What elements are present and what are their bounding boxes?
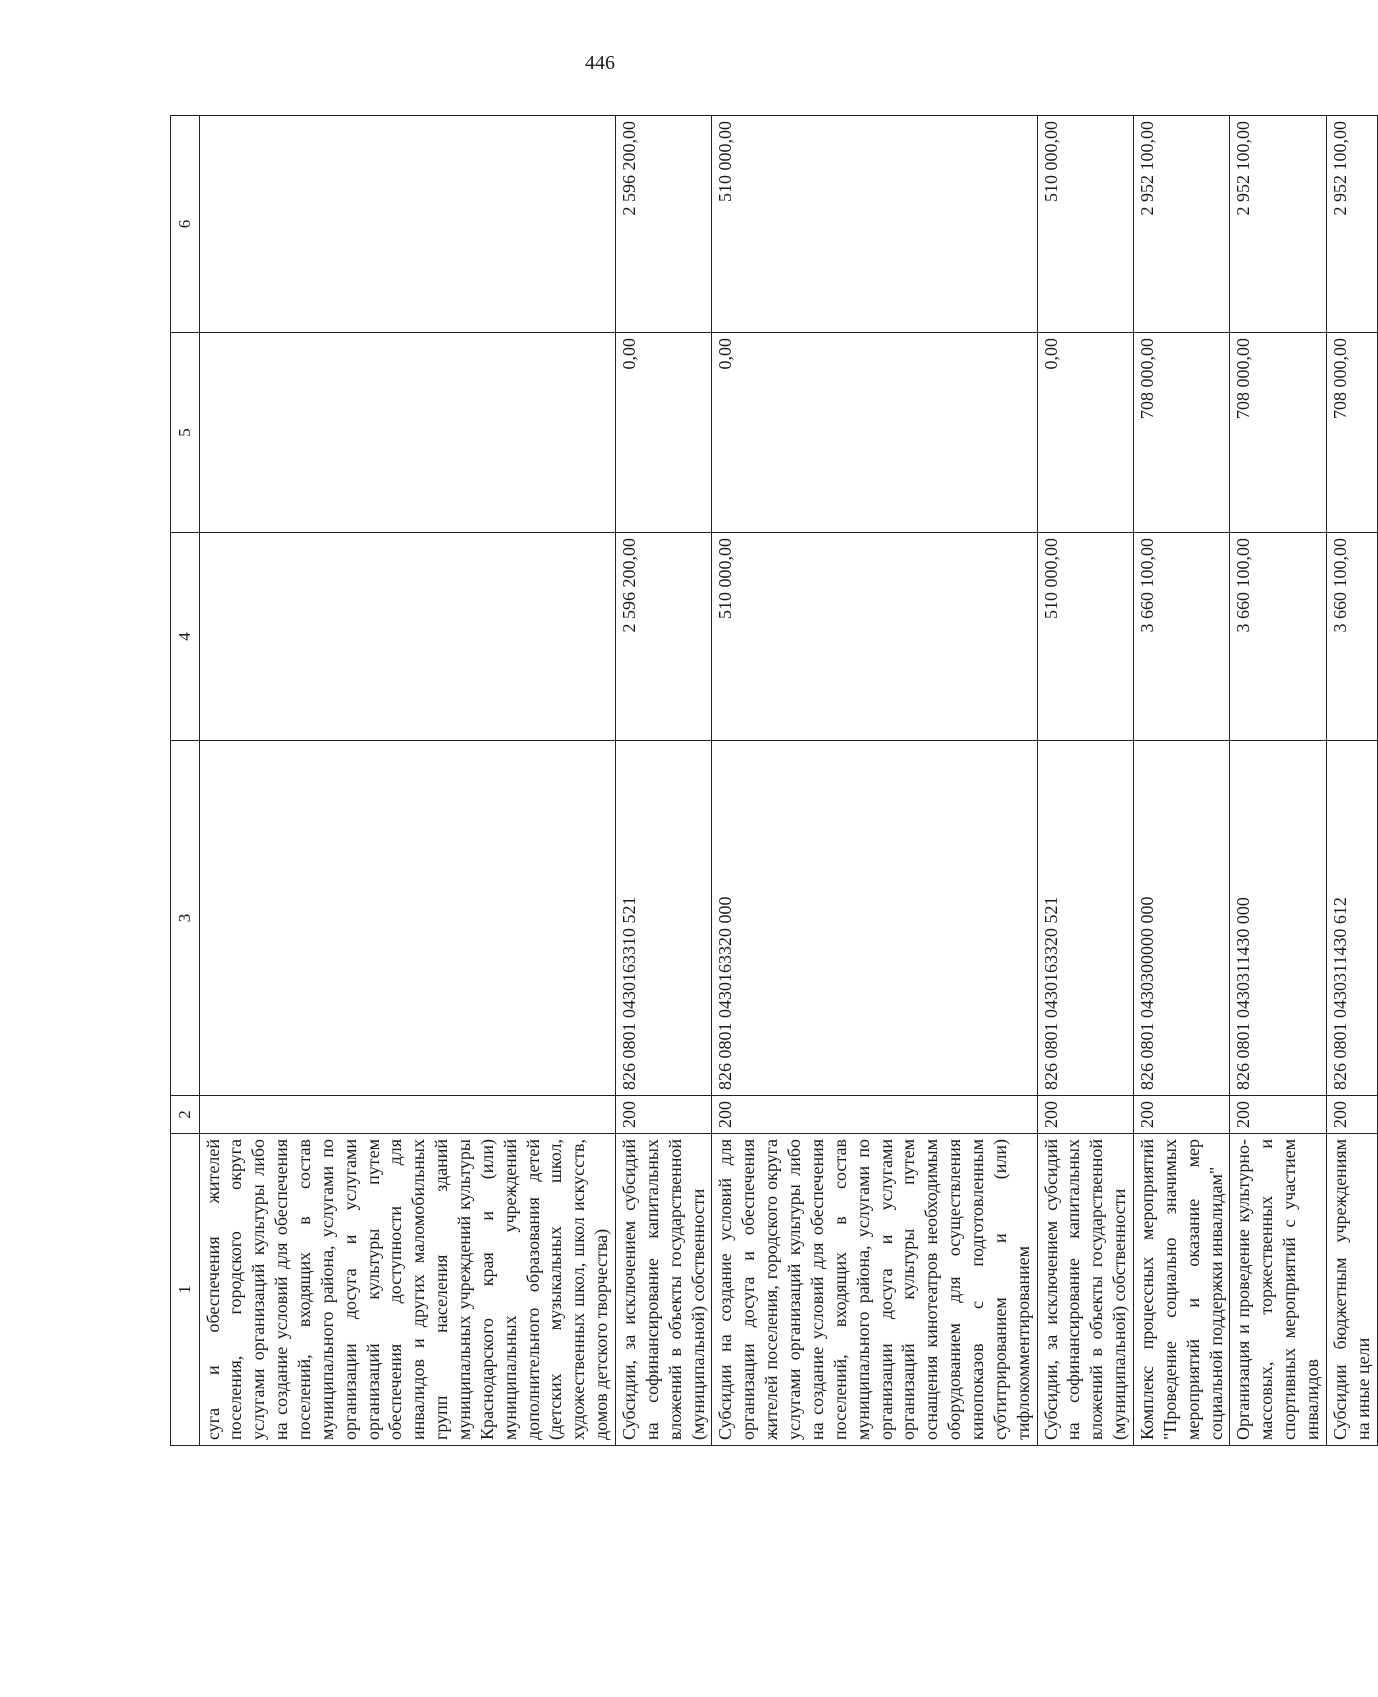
row-amount-col4: 510 000,00 xyxy=(712,533,1037,741)
row-classification-code: 826 0801 0430163310 521 xyxy=(616,741,712,1096)
row-amount-col4: 3 660 100,00 xyxy=(1326,533,1377,741)
row-admin-code: 200 xyxy=(1326,1096,1377,1134)
table-row xyxy=(1037,116,1133,1446)
row-description: Субсидии, за исключением субсидий на софинансирование капитальных вложений в объекты государственной (муниципальной) собственности xyxy=(1037,1134,1133,1446)
table-row xyxy=(1326,116,1377,1446)
table-row xyxy=(199,116,615,1446)
row-admin-code: 200 xyxy=(616,1096,712,1134)
row-description: Субсидии на создание условий для организации досуга и обеспечения жителей поселения, городского округа услугами организаций культуры либо на создание условий для обеспечения поселений, входящих в состав муниципального района, услугами по организации досуга и услугами организаций культуры путем оснащения кинотеатров необходимым оборудованием для осуществления кинопоказов с подготовленным субтитрированием и (или) тифлокомментированием xyxy=(712,1134,1037,1446)
row-classification-code: 826 0801 0430300000 000 xyxy=(1133,741,1229,1096)
row-amount-col4 xyxy=(199,533,615,741)
row-amount-col6: 2 596 200,00 xyxy=(616,116,712,333)
row-admin-code: 200 xyxy=(1230,1096,1326,1134)
row-amount-col4: 3 660 100,00 xyxy=(1133,533,1229,741)
table-header-row xyxy=(171,116,200,1446)
row-amount-col4: 2 596 200,00 xyxy=(616,533,712,741)
row-amount-col4: 3 660 100,00 xyxy=(1230,533,1326,741)
row-amount-col5: 0,00 xyxy=(712,333,1037,533)
column-header: 5 xyxy=(171,333,200,533)
row-description: Субсидии, за исключением субсидий на софинансирование капитальных вложений в объекты государственной (муниципальной) собственности xyxy=(616,1134,712,1446)
row-amount-col6: 2 952 100,00 xyxy=(1326,116,1377,333)
column-header: 4 xyxy=(171,533,200,741)
row-description: Комплекс процессных мероприятий "Проведение социально значимых мероприятий и оказание мер социальной поддержки инвалидам" xyxy=(1133,1134,1229,1446)
table-row xyxy=(1230,116,1326,1446)
column-header: 6 xyxy=(171,116,200,333)
row-amount-col5: 708 000,00 xyxy=(1133,333,1229,533)
row-admin-code: 200 xyxy=(1037,1096,1133,1134)
table-row xyxy=(712,116,1037,1446)
row-amount-col5: 0,00 xyxy=(616,333,712,533)
row-classification-code: 826 0801 0430311430 000 xyxy=(1230,741,1326,1096)
budget-table xyxy=(170,115,1378,1446)
row-amount-col5: 708 000,00 xyxy=(1326,333,1377,533)
row-amount-col5 xyxy=(199,333,615,533)
row-amount-col6: 510 000,00 xyxy=(712,116,1037,333)
table-row xyxy=(616,116,712,1446)
rotated-table-container xyxy=(170,116,1373,1446)
row-admin-code: 200 xyxy=(1133,1096,1229,1134)
column-header: 3 xyxy=(171,741,200,1096)
page-number: 446 xyxy=(585,52,615,74)
column-header: 1 xyxy=(171,1134,200,1446)
row-amount-col6 xyxy=(199,116,615,333)
row-classification-code: 826 0801 0430163320 521 xyxy=(1037,741,1133,1096)
row-admin-code: 200 xyxy=(712,1096,1037,1134)
row-description: Организация и проведение культурно-массовых, торжественных и спортивных мероприятий с участием инвалидов xyxy=(1230,1134,1326,1446)
row-amount-col5: 0,00 xyxy=(1037,333,1133,533)
row-amount-col5: 708 000,00 xyxy=(1230,333,1326,533)
table-row xyxy=(1133,116,1229,1446)
row-amount-col6: 2 952 100,00 xyxy=(1230,116,1326,333)
row-admin-code xyxy=(199,1096,615,1134)
row-description: суга и обеспечения жителей поселения, городского округа услугами организаций культуры либо на создание условий для обеспечения поселений, входящих в состав муниципального района, услугами по организации досуга и услугами организаций культуры путем обеспечения доступности для инвалидов и других маломобильных групп населения зданий муниципальных учреждений культуры Краснодарского края и (или) муниципальных учреждений дополнительного образования детей (детских музыкальных школ, художественных школ, школ искусств, домов детского творчества) xyxy=(199,1134,615,1446)
column-header: 2 xyxy=(171,1096,200,1134)
row-amount-col6: 510 000,00 xyxy=(1037,116,1133,333)
row-description: Субсидии бюджетным учреждениям на иные цели xyxy=(1326,1134,1377,1446)
row-amount-col6: 2 952 100,00 xyxy=(1133,116,1229,333)
row-classification-code: 826 0801 0430311430 612 xyxy=(1326,741,1377,1096)
row-classification-code xyxy=(199,741,615,1096)
row-classification-code: 826 0801 0430163320 000 xyxy=(712,741,1037,1096)
row-amount-col4: 510 000,00 xyxy=(1037,533,1133,741)
